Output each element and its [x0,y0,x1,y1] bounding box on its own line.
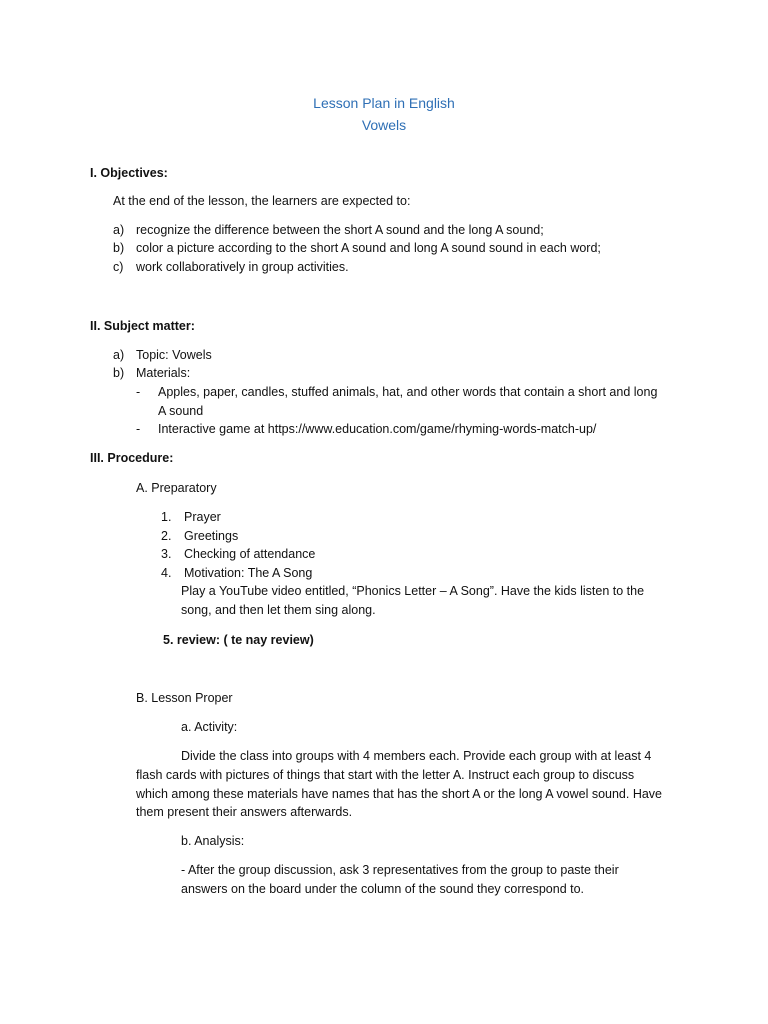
preparatory-item: Greetings [184,529,239,543]
objectives-intro: At the end of the lesson, the learners are expected to: [113,194,411,208]
subject-marker: a) [113,348,125,362]
objectives-heading: I. Objectives: [90,166,168,180]
material-item: Apples, paper, candles, stuffed animals, hat, and other words that contain a short and long [158,385,658,399]
motivation-description-cont: song, and then let them sing along. [181,603,376,617]
review-item: 5. review: ( te nay review) [163,633,314,647]
activity-paragraph: Divide the class into groups with 4 members each. Provide each group with at least 4 [181,749,652,763]
preparatory-item: Motivation: The A Song [184,566,313,580]
preparatory-marker: 2. [161,529,172,543]
preparatory-marker: 4. [161,566,172,580]
activity-paragraph: flash cards with pictures of things that start with the letter A. Instruct each group to discuss [136,768,635,782]
preparatory-item: Prayer [184,510,221,524]
objective-marker: b) [113,241,125,255]
preparatory-item: Checking of attendance [184,547,316,561]
motivation-description: Play a YouTube video entitled, “Phonics Letter – A Song”. Have the kids listen to the [181,584,645,598]
objective-item: color a picture according to the short A sound and long A sound sound in each word; [136,241,601,255]
objective-marker: a) [113,223,125,237]
activity-paragraph: which among these materials have names that has the short A or the long A vowel sound. Have [136,787,663,801]
subject-materials: Materials: [136,366,191,380]
material-item-cont: A sound [158,404,204,418]
material-dash: - [136,422,141,436]
document-subtitle: Vowels [361,117,407,133]
preparatory-marker: 3. [161,547,172,561]
analysis-heading: b. Analysis: [181,834,245,848]
subject-topic: Topic: Vowels [136,348,212,362]
document-title: Lesson Plan in English [313,95,455,111]
activity-paragraph: them present their answers afterwards. [136,805,353,819]
lesson-proper-heading: B. Lesson Proper [136,691,233,705]
material-dash: - [136,385,141,399]
preparatory-heading: A. Preparatory [136,481,217,495]
procedure-heading: III. Procedure: [90,451,174,465]
material-item: Interactive game at https://www.education.com/game/rhyming-words-match-up/ [158,422,597,436]
subject-matter-heading: II. Subject matter: [90,319,195,333]
analysis-item: - After the group discussion, ask 3 representatives from the group to paste their [181,863,619,877]
objective-item: recognize the difference between the short A sound and the long A sound; [136,223,544,237]
objective-marker: c) [113,260,124,274]
preparatory-marker: 1. [161,510,172,524]
objective-item: work collaboratively in group activities. [136,260,349,274]
activity-heading: a. Activity: [181,720,238,734]
analysis-item-cont: answers on the board under the column of the sound they correspond to. [181,882,585,896]
subject-marker: b) [113,366,125,380]
